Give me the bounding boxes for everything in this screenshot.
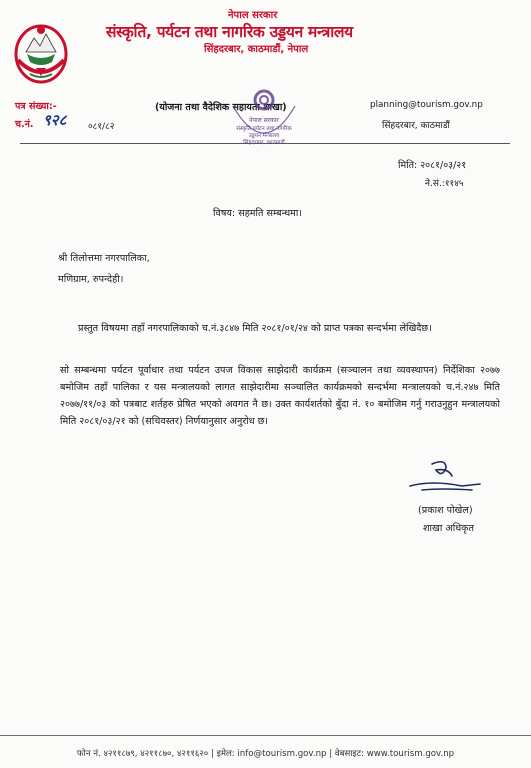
patra-sankhya-label: पत्र संख्या:- bbox=[15, 101, 57, 112]
seal-line-4: सिंहदरबार, काठमाडौं bbox=[243, 140, 285, 146]
letter-footer bbox=[0, 738, 531, 768]
ministry-title: संस्कृति, पर्यटन तथा नागरिक उड्डयन मन्त्रालय bbox=[106, 23, 353, 41]
body-paragraph-1: प्रस्तुत विषयमा तहाँ नगरपालिकाको च.नं.३८४७ मिति २०८१/०१/२४ को प्राप्त पत्रका सन्दर्भमा लेखिदैछ। bbox=[78, 323, 432, 334]
letter-date: मिति: २०८१/०३/२१ bbox=[398, 160, 467, 171]
addressee-line-2: मणिग्राम, रुपन्देही। bbox=[58, 274, 124, 285]
ministry-address: सिंहदरबार, काठमाडौं, नेपाल bbox=[204, 44, 309, 55]
section-name: (योजना तथा वैदेशिक सहायता शाखा) bbox=[155, 102, 287, 113]
nepal-emblem-icon bbox=[12, 18, 70, 88]
seal-line-1: नेपाल सरकार bbox=[249, 117, 279, 124]
body-paragraph-2: सो सम्बन्धमा पर्यटन पूर्वाधार तथा पर्यटन उपज विकास साझेदारी कार्यक्रम (सञ्चालन तथा व्यवस्थापन) निर्देशिका २०७७ बमोजिम तहाँ पालिका र यस मन्त्रालयको लागत साझेदारीमा सञ्चालित कार्यक्रमको सन्दर्भमा मन्त्रालयको च.नं.२४७ मिति २०७७/११/०३ को पत्रबाट शर्तहरु प्रेषित भएको अवगत नै छ। उक्त कार्यशर्तको बुँदा नं. १० बमोजिम गर्नु गराउनुहुन मन्त्रालयको मिति २०८१/०३/२१ को (सचिवस्तर) निर्णयानुसार अनुरोध छ। bbox=[60, 365, 500, 427]
location: सिंहदरबार, काठमाडौं bbox=[382, 121, 450, 131]
nepal-sambat-date: ने.सं.:११४५ bbox=[425, 179, 464, 189]
header-divider bbox=[20, 143, 510, 144]
chalani-number: ९२८ bbox=[43, 111, 67, 129]
government-name: नेपाल सरकार bbox=[228, 10, 278, 21]
office-seal-stamp bbox=[225, 86, 303, 164]
signatory-title: शाखा अधिकृत bbox=[423, 523, 474, 534]
fiscal-year: ०८१/८२ bbox=[88, 122, 115, 132]
chalani-label: च.नं. bbox=[15, 119, 34, 130]
letter-subject: विषय: सहमति सम्बन्धमा। bbox=[213, 208, 303, 219]
seal-line-3: उड्डयन मन्त्रालय bbox=[248, 133, 280, 139]
handwritten-signature bbox=[402, 456, 482, 498]
footer-divider bbox=[0, 735, 531, 736]
signatory-name: (प्रकाश पोखेल) bbox=[418, 505, 473, 516]
email-address: planning@tourism.gov.np bbox=[370, 100, 483, 110]
addressee-line-1: श्री तिलोत्तमा नगरपालिका, bbox=[58, 253, 150, 264]
footer-contact: फोन नं. ४२११८७९, ४२११८७०, ४२११६२० | इमेल: info@tourism.gov.np | वेबसाइट: www.tourism.gov.np bbox=[76, 749, 455, 759]
seal-line-2: संस्कृति पर्यटन तथा नागरिक bbox=[236, 126, 292, 132]
